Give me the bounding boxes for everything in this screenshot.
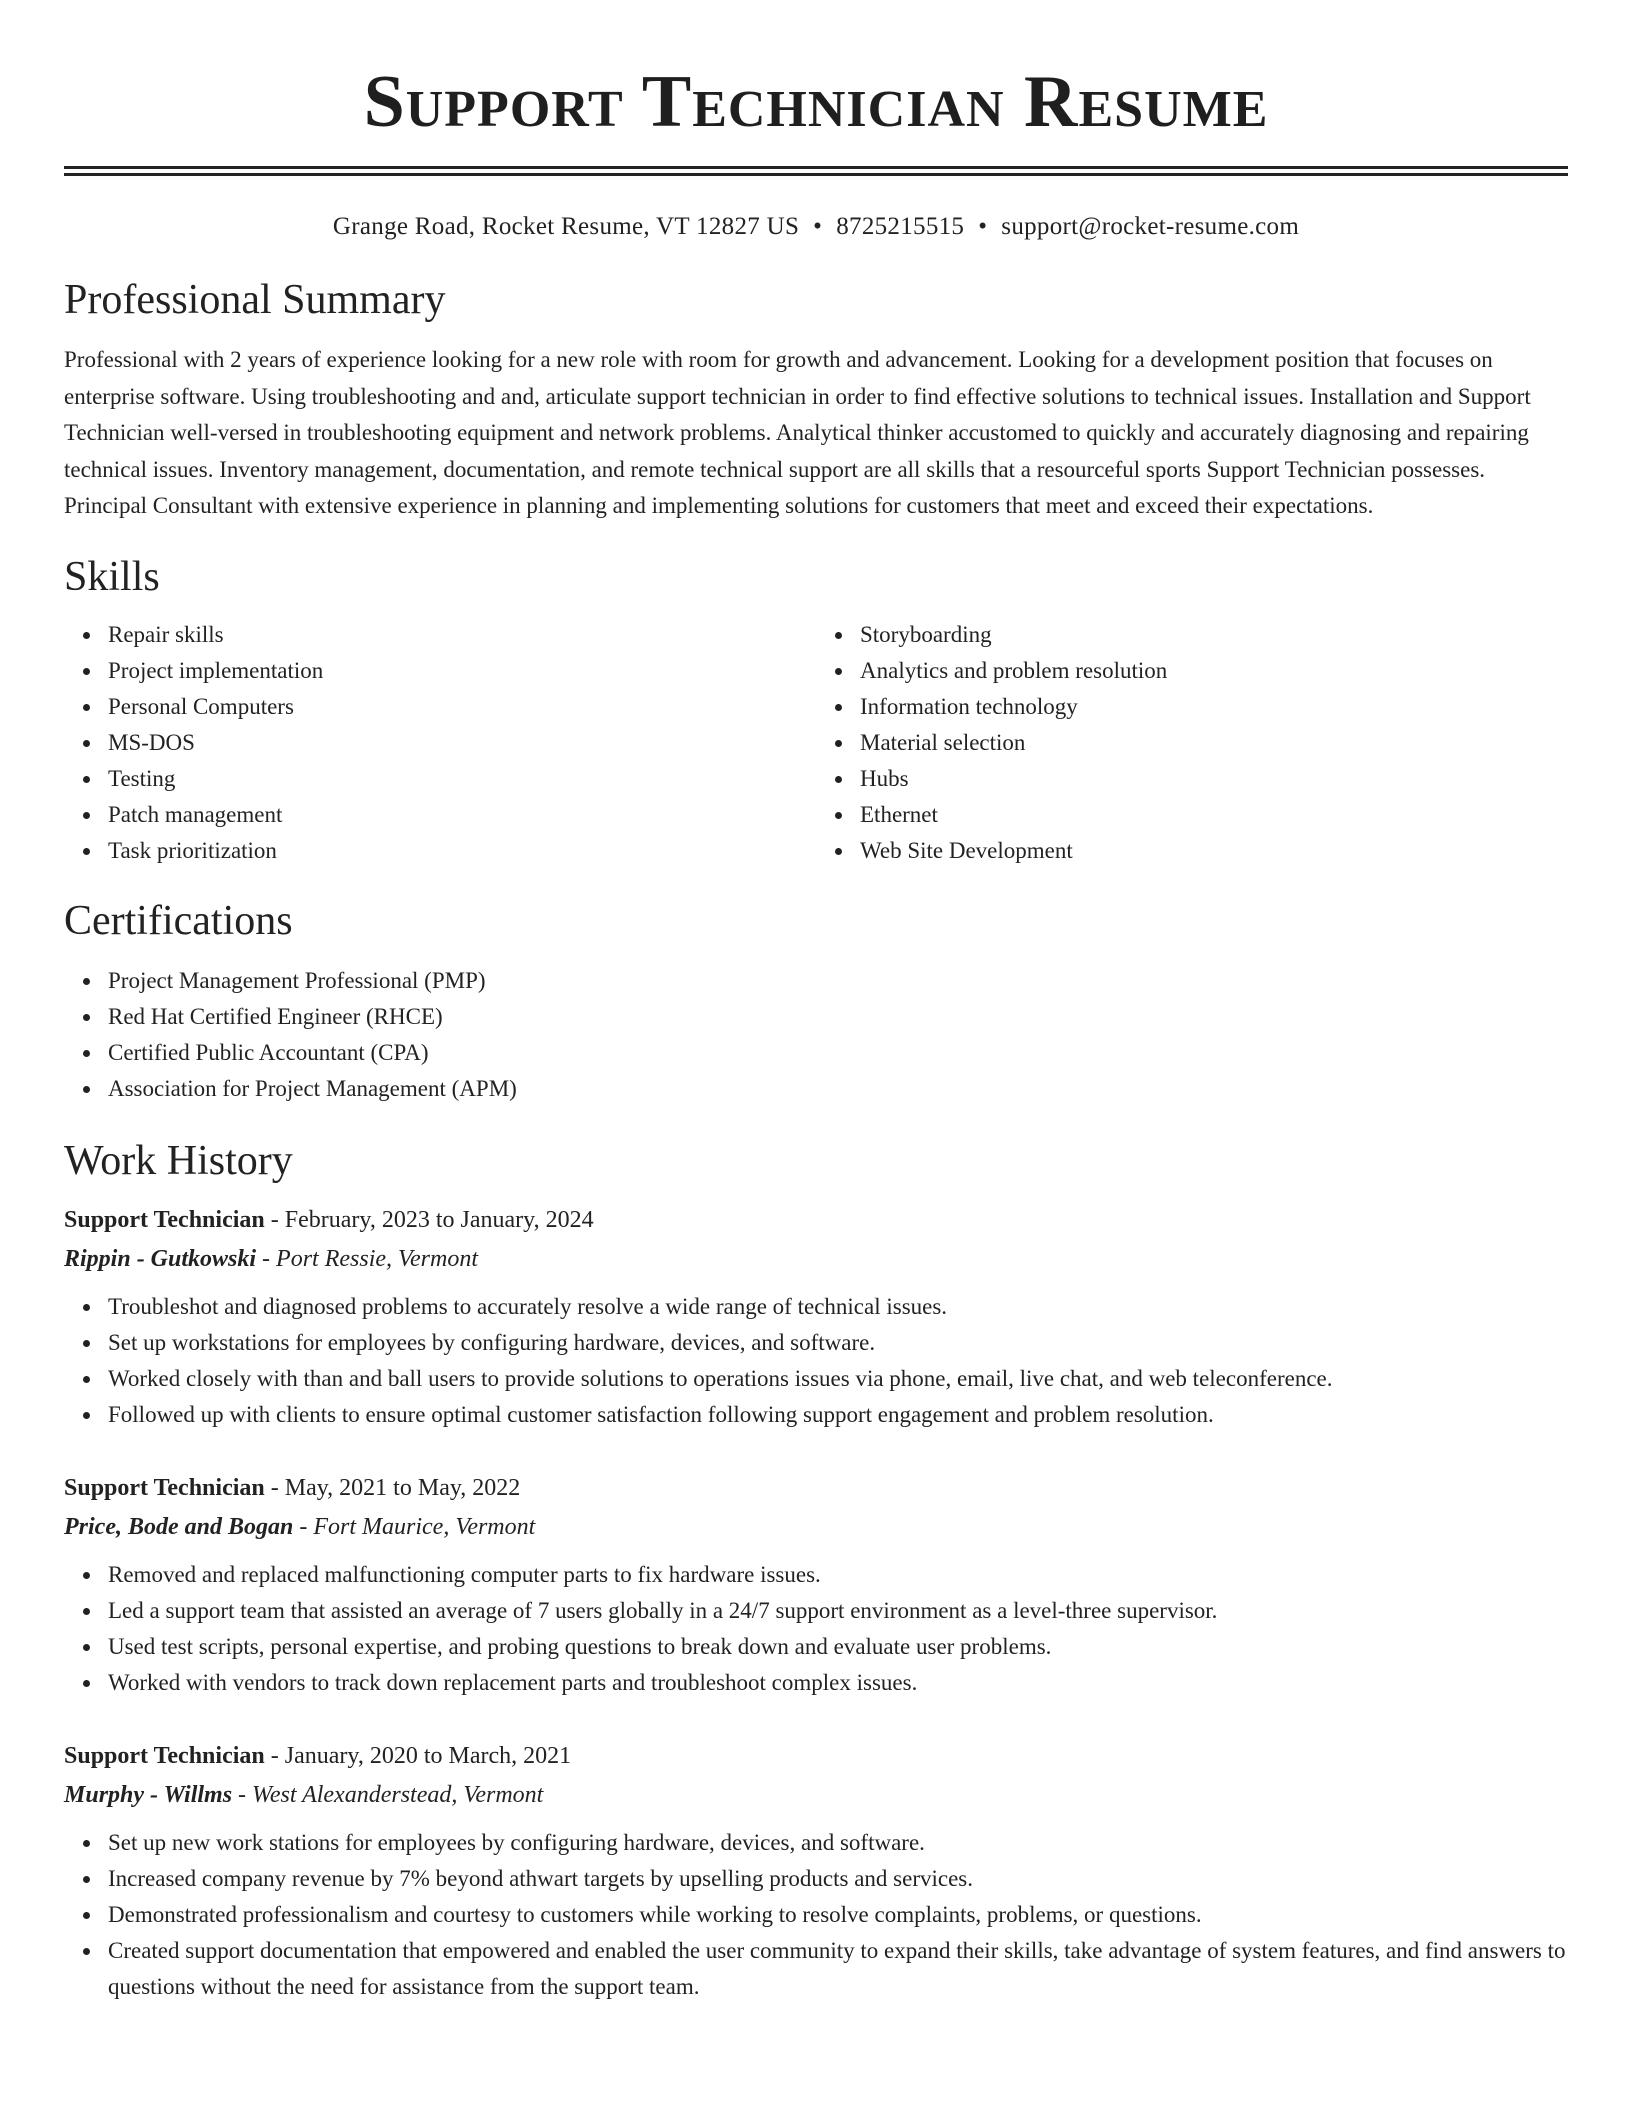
job-dates: February, 2023 to January, 2024: [284, 1206, 594, 1233]
contact-address: Grange Road, Rocket Resume, VT 12827 US: [332, 213, 800, 240]
job-role: Support Technician: [64, 1474, 265, 1501]
job-role: Support Technician: [64, 1742, 265, 1769]
skill-item: Testing: [108, 761, 816, 797]
job-company-line: [64, 1507, 1568, 1547]
job-company-line: [64, 1239, 1568, 1279]
job-role: Support Technician: [64, 1206, 265, 1233]
skills-list-right: [816, 617, 1568, 869]
job-dash: -: [256, 1245, 277, 1272]
job-entry: [64, 1737, 1568, 2005]
job-bullet: Demonstrated professionalism and courtesy to customers while working to resolve complaints, problems, or questions.: [108, 1897, 1568, 1933]
job-location: Port Ressie, Vermont: [276, 1245, 479, 1272]
contact-phone: 8725215515: [836, 213, 965, 240]
job-bullets: [64, 1289, 1568, 1433]
skill-item: Analytics and problem resolution: [860, 653, 1568, 689]
certification-item: Association for Project Management (APM): [108, 1071, 1568, 1107]
work-history-heading: Work History: [64, 1137, 293, 1184]
resume-page: [64, 0, 1568, 2005]
skill-item: Ethernet: [860, 797, 1568, 833]
skills-columns: [64, 617, 1568, 869]
skill-item: Hubs: [860, 761, 1568, 797]
certifications-list: [64, 963, 1568, 1107]
job-title-line: [64, 1469, 1568, 1507]
page-title: Support Technician Resume: [363, 61, 1269, 143]
job-dash: -: [264, 1742, 285, 1769]
job-title-line: [64, 1201, 1568, 1239]
job-bullets: [64, 1825, 1568, 2005]
summary-heading: Professional Summary: [64, 277, 446, 323]
job-bullet: Set up workstations for employees by configuring hardware, devices, and software.: [108, 1325, 1568, 1361]
skill-item: Patch management: [108, 797, 816, 833]
skill-item: MS-DOS: [108, 725, 816, 761]
skill-item: Task prioritization: [108, 833, 816, 869]
title-double-rule: [64, 166, 1568, 176]
contact-separator: •: [978, 213, 988, 240]
certification-item: Certified Public Accountant (CPA): [108, 1035, 1568, 1071]
skill-item: Personal Computers: [108, 689, 816, 725]
job-bullet: Followed up with clients to ensure optimal customer satisfaction following support engagement and problem resolution.: [108, 1397, 1568, 1433]
contact-separator: •: [813, 213, 823, 240]
skill-item: Web Site Development: [860, 833, 1568, 869]
job-location: Fort Maurice, Vermont: [313, 1513, 536, 1540]
skill-item: Project implementation: [108, 653, 816, 689]
job-bullet: Worked closely with than and ball users to provide solutions to operations issues via phone, email, live chat, and web teleconference.: [108, 1361, 1568, 1397]
job-dash: -: [264, 1474, 285, 1501]
job-bullet: Led a support team that assisted an average of 7 users globally in a 24/7 support environment as a level-three supervisor.: [108, 1593, 1568, 1629]
job-bullet: Troubleshot and diagnosed problems to accurately resolve a wide range of technical issues.: [108, 1289, 1568, 1325]
job-dates: May, 2021 to May, 2022: [284, 1474, 521, 1501]
job-company: Rippin - Gutkowski: [64, 1245, 257, 1272]
summary-text: Professional with 2 years of experience looking for a new role with room for growth and advancement. Looking for a development position that focuses on enterprise software. Using troubleshooting and and, articulate support technician in order to find effective solutions to technical issues. Installation and Support Technician well-versed in troubleshooting equipment and network problems. Analytical thinker accustomed to quickly and accurately diagnosing and repairing technical issues. Inventory management, documentation, and remote technical support are all skills that a resourceful sports Support Technician possesses. Principal Consultant with extensive experience in planning and implementing solutions for customers that meet and exceed their expectations.: [64, 347, 1531, 518]
job-title-line: [64, 1737, 1568, 1775]
certification-item: Project Management Professional (PMP): [108, 963, 1568, 999]
job-bullet: Removed and replaced malfunctioning computer parts to fix hardware issues.: [108, 1557, 1568, 1593]
skill-item: Storyboarding: [860, 617, 1568, 653]
job-dash: -: [293, 1513, 314, 1540]
job-bullet: Increased company revenue by 7% beyond athwart targets by upselling products and services.: [108, 1861, 1568, 1897]
skill-item: Repair skills: [108, 617, 816, 653]
certification-item: Red Hat Certified Engineer (RHCE): [108, 999, 1568, 1035]
skills-list-left: [64, 617, 816, 869]
skills-heading: Skills: [64, 553, 160, 600]
certifications-heading: Certifications: [64, 897, 293, 944]
job-bullet: Set up new work stations for employees by configuring hardware, devices, and software.: [108, 1825, 1568, 1861]
job-location: West Alexanderstead, Vermont: [252, 1781, 544, 1808]
job-company: Price, Bode and Bogan: [64, 1513, 294, 1540]
job-dates: January, 2020 to March, 2021: [284, 1742, 572, 1769]
job-company-line: [64, 1775, 1568, 1815]
skill-item: Material selection: [860, 725, 1568, 761]
skill-item: Information technology: [860, 689, 1568, 725]
contact-line: [64, 210, 1568, 244]
job-company: Murphy - Willms: [64, 1781, 233, 1808]
job-bullet: Used test scripts, personal expertise, and probing questions to break down and evaluate user problems.: [108, 1629, 1568, 1665]
job-bullet: Worked with vendors to track down replacement parts and troubleshoot complex issues.: [108, 1665, 1568, 1701]
job-dash: -: [264, 1206, 285, 1233]
job-entry: [64, 1201, 1568, 1433]
job-bullets: [64, 1557, 1568, 1701]
job-entry: [64, 1469, 1568, 1701]
job-dash: -: [232, 1781, 253, 1808]
job-bullet: Created support documentation that empowered and enabled the user community to expand their skills, take advantage of system features, and find answers to questions without the need for assistance from the support team.: [108, 1933, 1568, 2005]
contact-email: support@rocket-resume.com: [1001, 213, 1300, 240]
